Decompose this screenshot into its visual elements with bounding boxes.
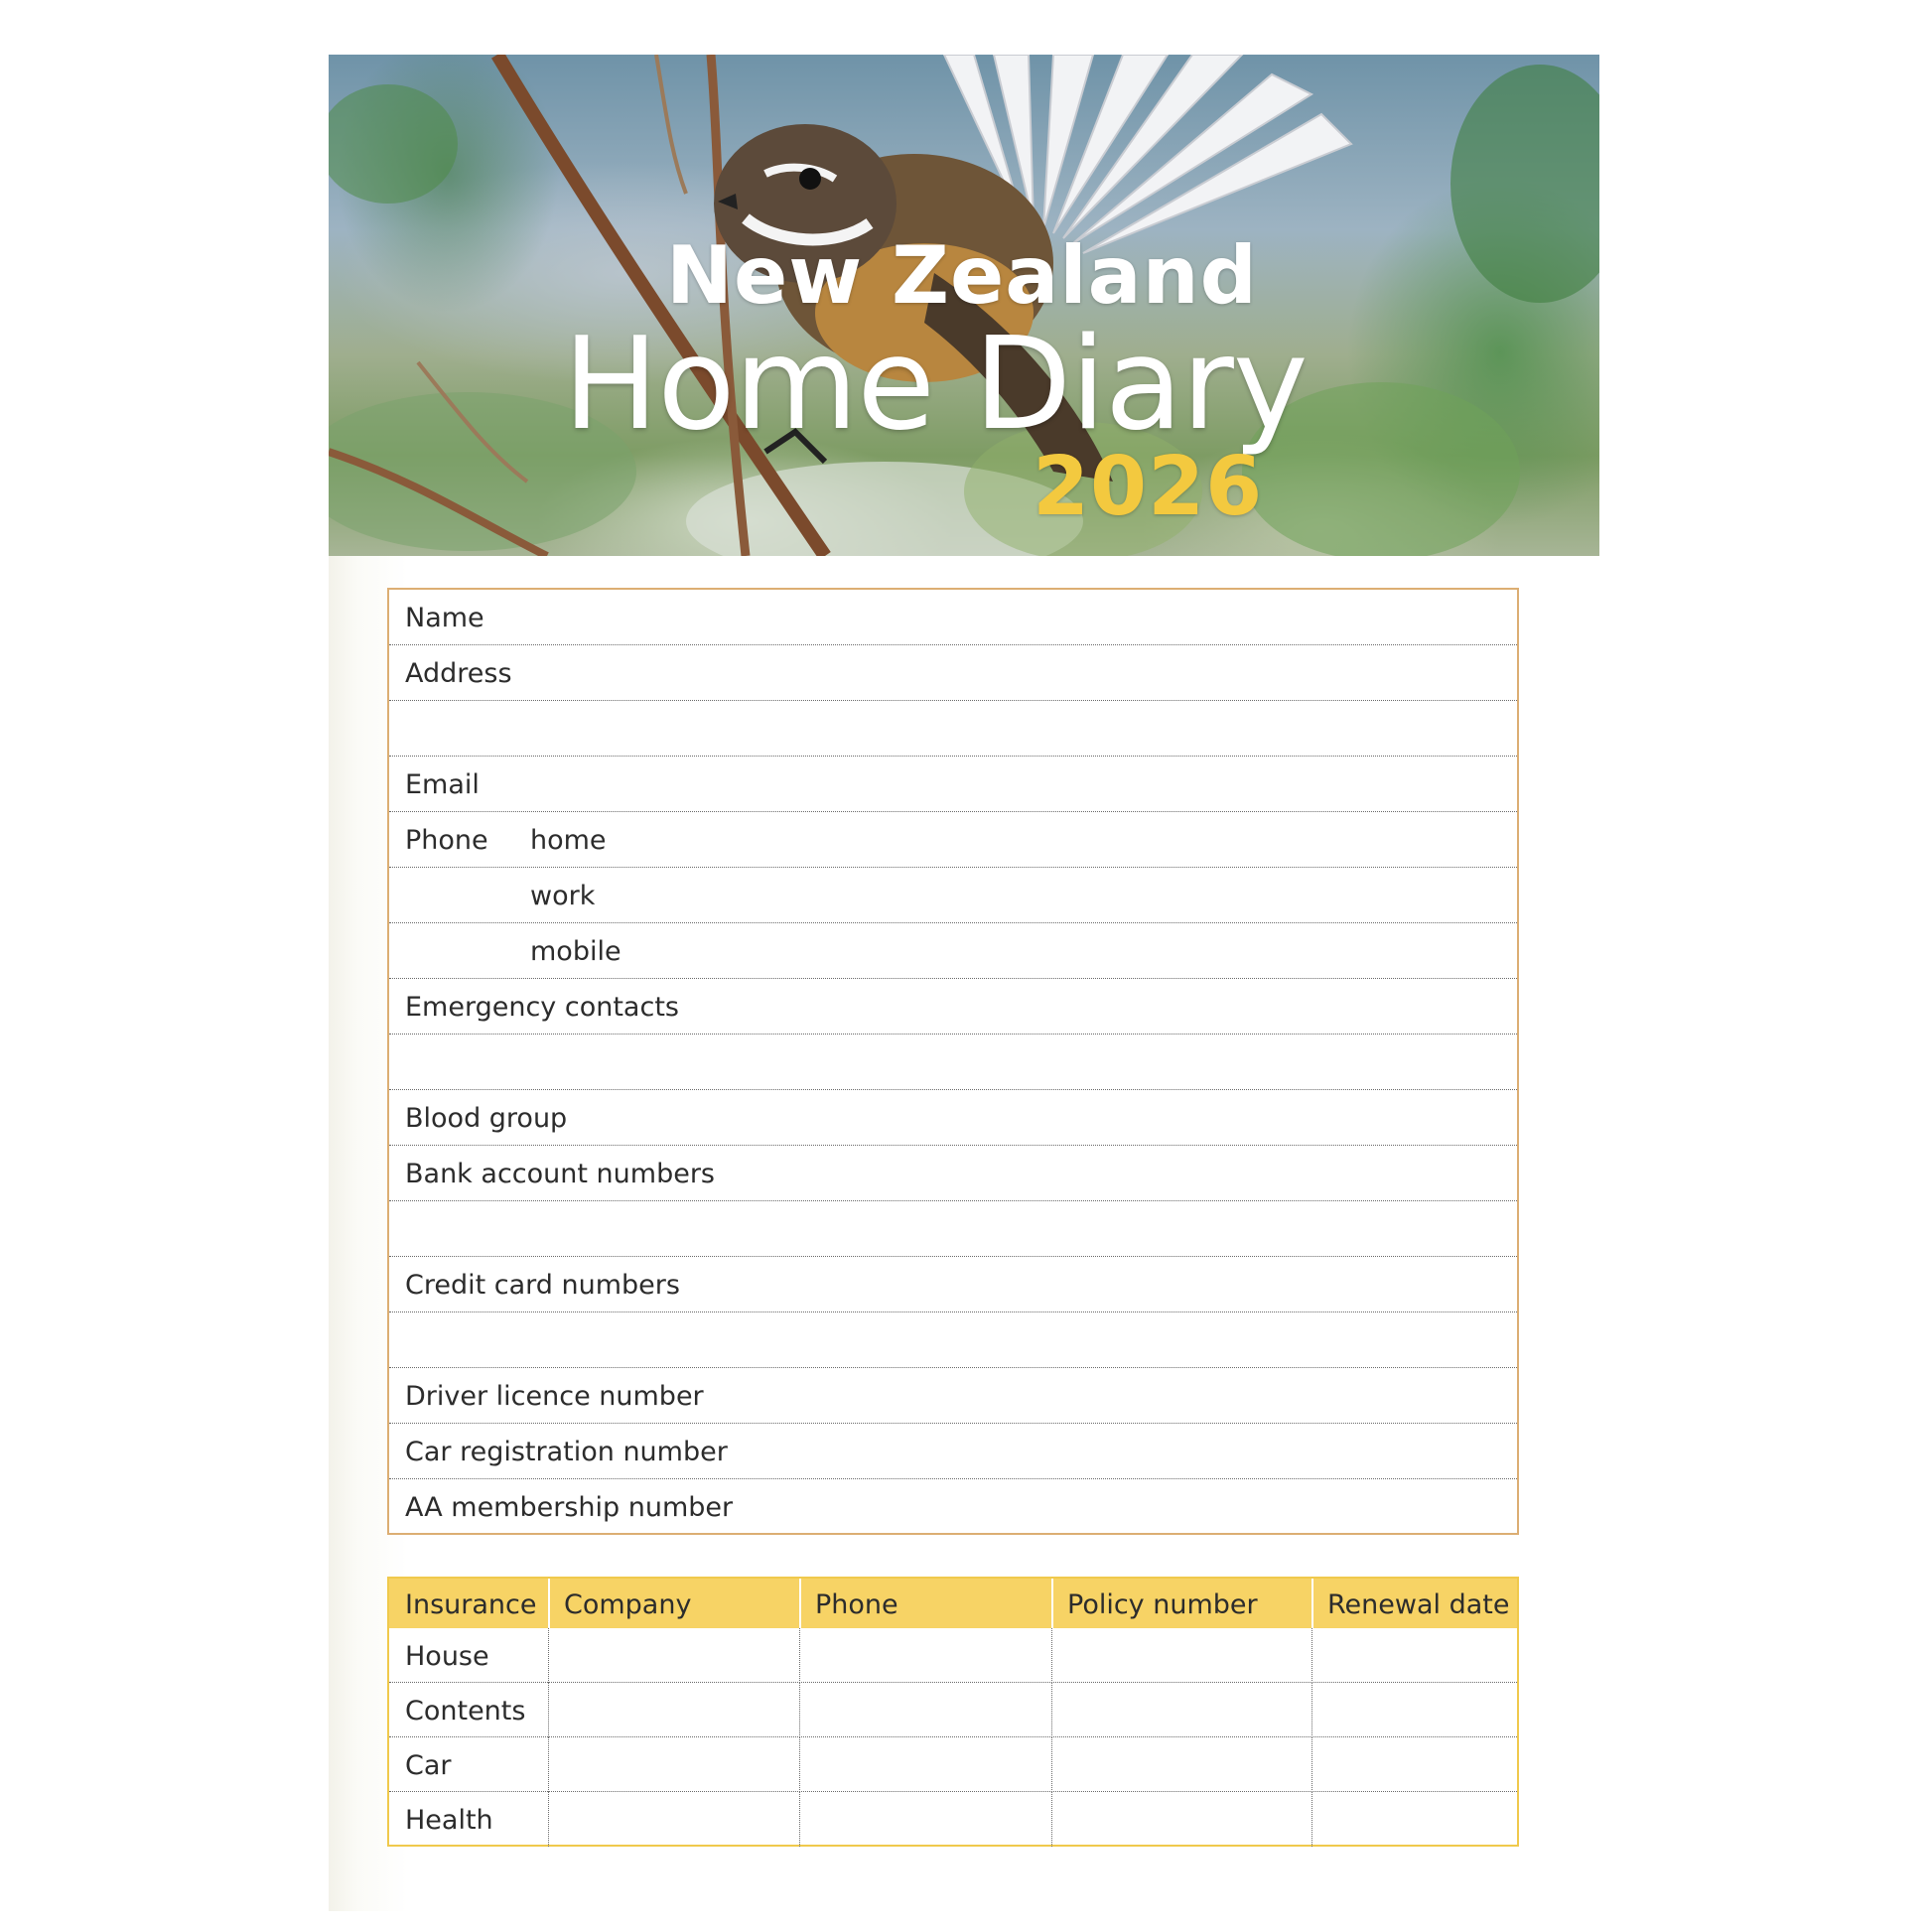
cell-renewal-date[interactable]	[1311, 1628, 1517, 1683]
cell-company[interactable]	[548, 1683, 799, 1737]
header-divider	[1311, 1579, 1313, 1628]
form-label: Driver licence number	[405, 1381, 704, 1412]
form-row-emergency-contacts[interactable]	[389, 979, 1517, 1035]
banner-title-home-diary: Home Diary	[563, 311, 1308, 459]
cell-policy-number[interactable]	[1051, 1792, 1311, 1847]
cover-banner	[329, 55, 1599, 556]
header-phone: Phone	[815, 1589, 898, 1620]
insurance-table	[387, 1577, 1519, 1847]
insurance-row-label: Health	[405, 1805, 493, 1836]
form-row-phone-work[interactable]	[389, 868, 1517, 923]
insurance-table-header	[389, 1579, 1517, 1628]
form-label: Credit card numbers	[405, 1270, 680, 1301]
header-renewal-date: Renewal date	[1327, 1589, 1510, 1620]
form-row-phone-home[interactable]	[389, 812, 1517, 868]
header-divider	[799, 1579, 801, 1628]
header-divider	[1051, 1579, 1053, 1628]
insurance-row-label: Car	[405, 1750, 452, 1781]
form-label: Emergency contacts	[405, 992, 679, 1023]
form-row-name[interactable]	[389, 590, 1517, 645]
header-divider	[548, 1579, 550, 1628]
cell-company[interactable]	[548, 1737, 799, 1792]
form-row-credit-card[interactable]	[389, 1257, 1517, 1312]
form-row-aa-membership[interactable]	[389, 1479, 1517, 1535]
cell-phone[interactable]	[799, 1737, 1051, 1792]
cell-policy-number[interactable]	[1051, 1628, 1311, 1683]
form-sublabel: work	[530, 881, 596, 911]
form-label: Bank account numbers	[405, 1159, 715, 1189]
form-row-credit-card-line2[interactable]	[389, 1312, 1517, 1368]
cell-policy-number[interactable]	[1051, 1683, 1311, 1737]
cell-renewal-date[interactable]	[1311, 1737, 1517, 1792]
cell-company[interactable]	[548, 1628, 799, 1683]
diary-page	[329, 55, 1599, 1911]
insurance-row-house	[389, 1628, 1517, 1683]
cell-policy-number[interactable]	[1051, 1737, 1311, 1792]
form-label: AA membership number	[405, 1492, 734, 1523]
insurance-row-label: House	[405, 1641, 489, 1672]
banner-year: 2026	[1033, 440, 1264, 534]
personal-details-form	[387, 588, 1519, 1535]
form-row-bank-account-line2[interactable]	[389, 1201, 1517, 1257]
form-row-bank-account[interactable]	[389, 1146, 1517, 1201]
form-label: Name	[405, 603, 484, 633]
insurance-row-contents	[389, 1683, 1517, 1737]
form-row-phone-mobile[interactable]	[389, 923, 1517, 979]
form-sublabel: home	[530, 825, 607, 856]
form-row-address-line2[interactable]	[389, 701, 1517, 757]
form-label: Email	[405, 769, 480, 800]
cell-renewal-date[interactable]	[1311, 1792, 1517, 1847]
form-row-address[interactable]	[389, 645, 1517, 701]
form-label: Phone	[405, 825, 488, 856]
header-insurance: Insurance	[405, 1589, 537, 1620]
form-row-car-registration[interactable]	[389, 1424, 1517, 1479]
form-label: Address	[405, 658, 512, 689]
cell-phone[interactable]	[799, 1628, 1051, 1683]
form-row-emergency-contacts-line2[interactable]	[389, 1035, 1517, 1090]
form-row-driver-licence[interactable]	[389, 1368, 1517, 1424]
insurance-row-health	[389, 1792, 1517, 1847]
cell-phone[interactable]	[799, 1792, 1051, 1847]
form-sublabel: mobile	[530, 936, 621, 967]
form-row-blood-group[interactable]	[389, 1090, 1517, 1146]
cell-company[interactable]	[548, 1792, 799, 1847]
header-policy-number: Policy number	[1067, 1589, 1258, 1620]
insurance-row-car	[389, 1737, 1517, 1792]
banner-title-new-zealand: New Zealand	[666, 229, 1258, 322]
insurance-row-label: Contents	[405, 1696, 526, 1726]
form-label: Car registration number	[405, 1437, 728, 1467]
header-company: Company	[564, 1589, 692, 1620]
form-row-email[interactable]	[389, 757, 1517, 812]
cell-phone[interactable]	[799, 1683, 1051, 1737]
form-label: Blood group	[405, 1103, 568, 1134]
cell-renewal-date[interactable]	[1311, 1683, 1517, 1737]
